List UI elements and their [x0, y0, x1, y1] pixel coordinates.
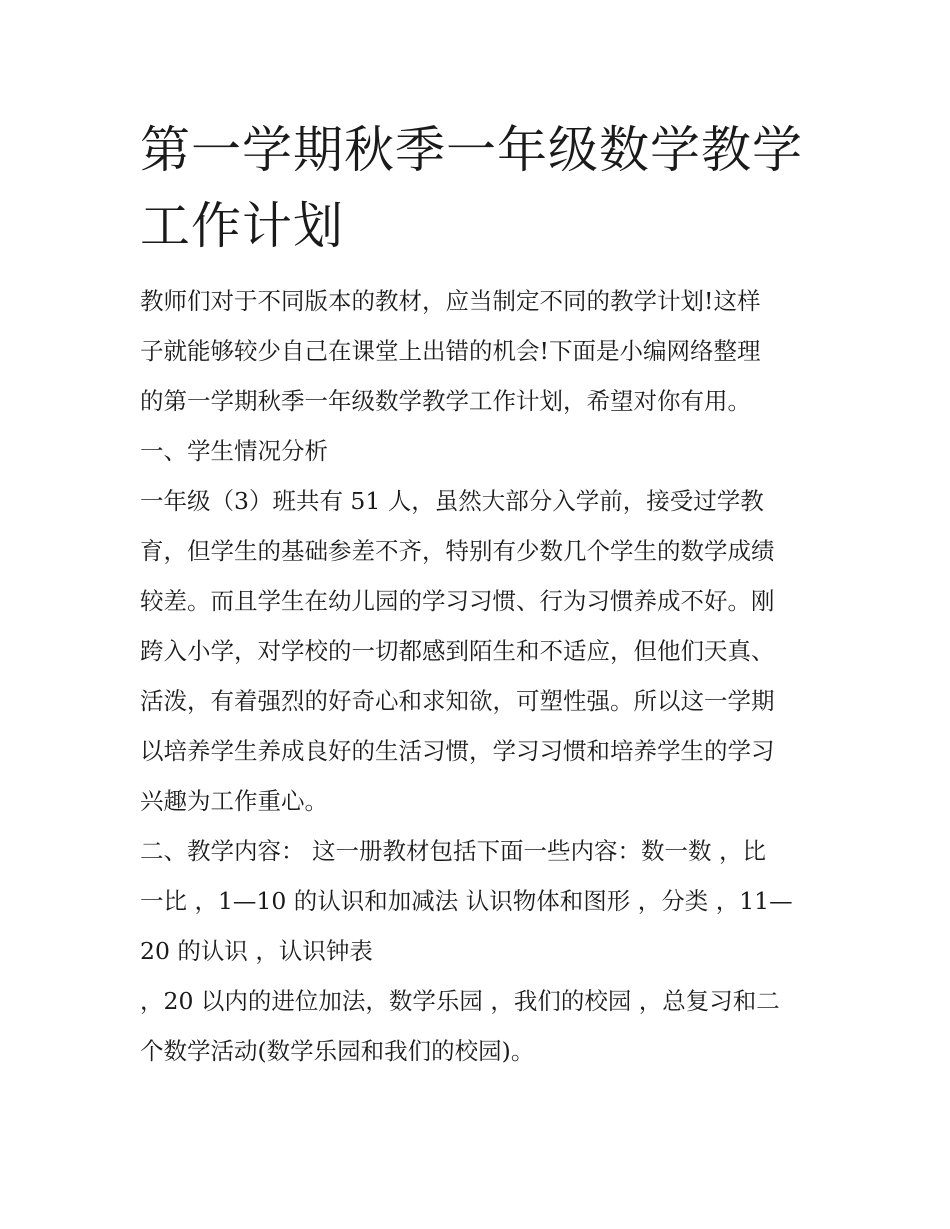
- paragraph-line: 一年级（3）班共有 51 人，虽然大部分入学前，接受过学教: [140, 487, 764, 515]
- paragraph-line: 兴趣为工作重心。: [140, 787, 328, 815]
- paragraph-line: 20 的认识 ，认识钟表: [140, 937, 373, 965]
- paragraph-line: 的第一学期秋季一年级数学教学工作计划，希望对你有用。: [140, 387, 751, 415]
- title-line: 工作计划: [140, 197, 344, 255]
- paragraph-line: 子就能够较少自己在课堂上出错的机会!下面是小编网络整理: [140, 337, 761, 365]
- paragraph-line: 较差。而且学生在幼儿园的学习习惯、行为习惯养成不好。刚: [140, 587, 775, 615]
- paragraph-line: 个数学活动(数学乐园和我们的校园)。: [140, 1037, 535, 1065]
- paragraph-line: 育，但学生的基础参差不齐，特别有少数几个学生的数学成绩: [140, 537, 775, 565]
- paragraph-line: 一比 ，1—10 的认识和加减法 认识物体和图形 ，分类 ，11—: [140, 887, 793, 915]
- paragraph-line: 教师们对于不同版本的教材，应当制定不同的教学计划!这样: [140, 287, 761, 315]
- section-heading: 二、教学内容： 这一册教材包括下面一些内容：数一数 ，比: [140, 837, 766, 865]
- paragraph-line: ，20 以内的进位加法，数学乐园 ，我们的校园 ，总复习和二: [140, 987, 780, 1015]
- paragraph-line: 跨入小学，对学校的一切都感到陌生和不适应，但他们天真、: [140, 637, 775, 665]
- section-heading: 一、学生情况分析: [140, 437, 328, 465]
- document-title: [140, 112, 840, 264]
- paragraph-line: 活泼，有着强烈的好奇心和求知欲，可塑性强。所以这一学期: [140, 687, 775, 715]
- paragraph-line: 以培养学生养成良好的生活习惯，学习习惯和培养学生的学习: [140, 737, 775, 765]
- title-line: 第一学期秋季一年级数学教学: [140, 121, 803, 179]
